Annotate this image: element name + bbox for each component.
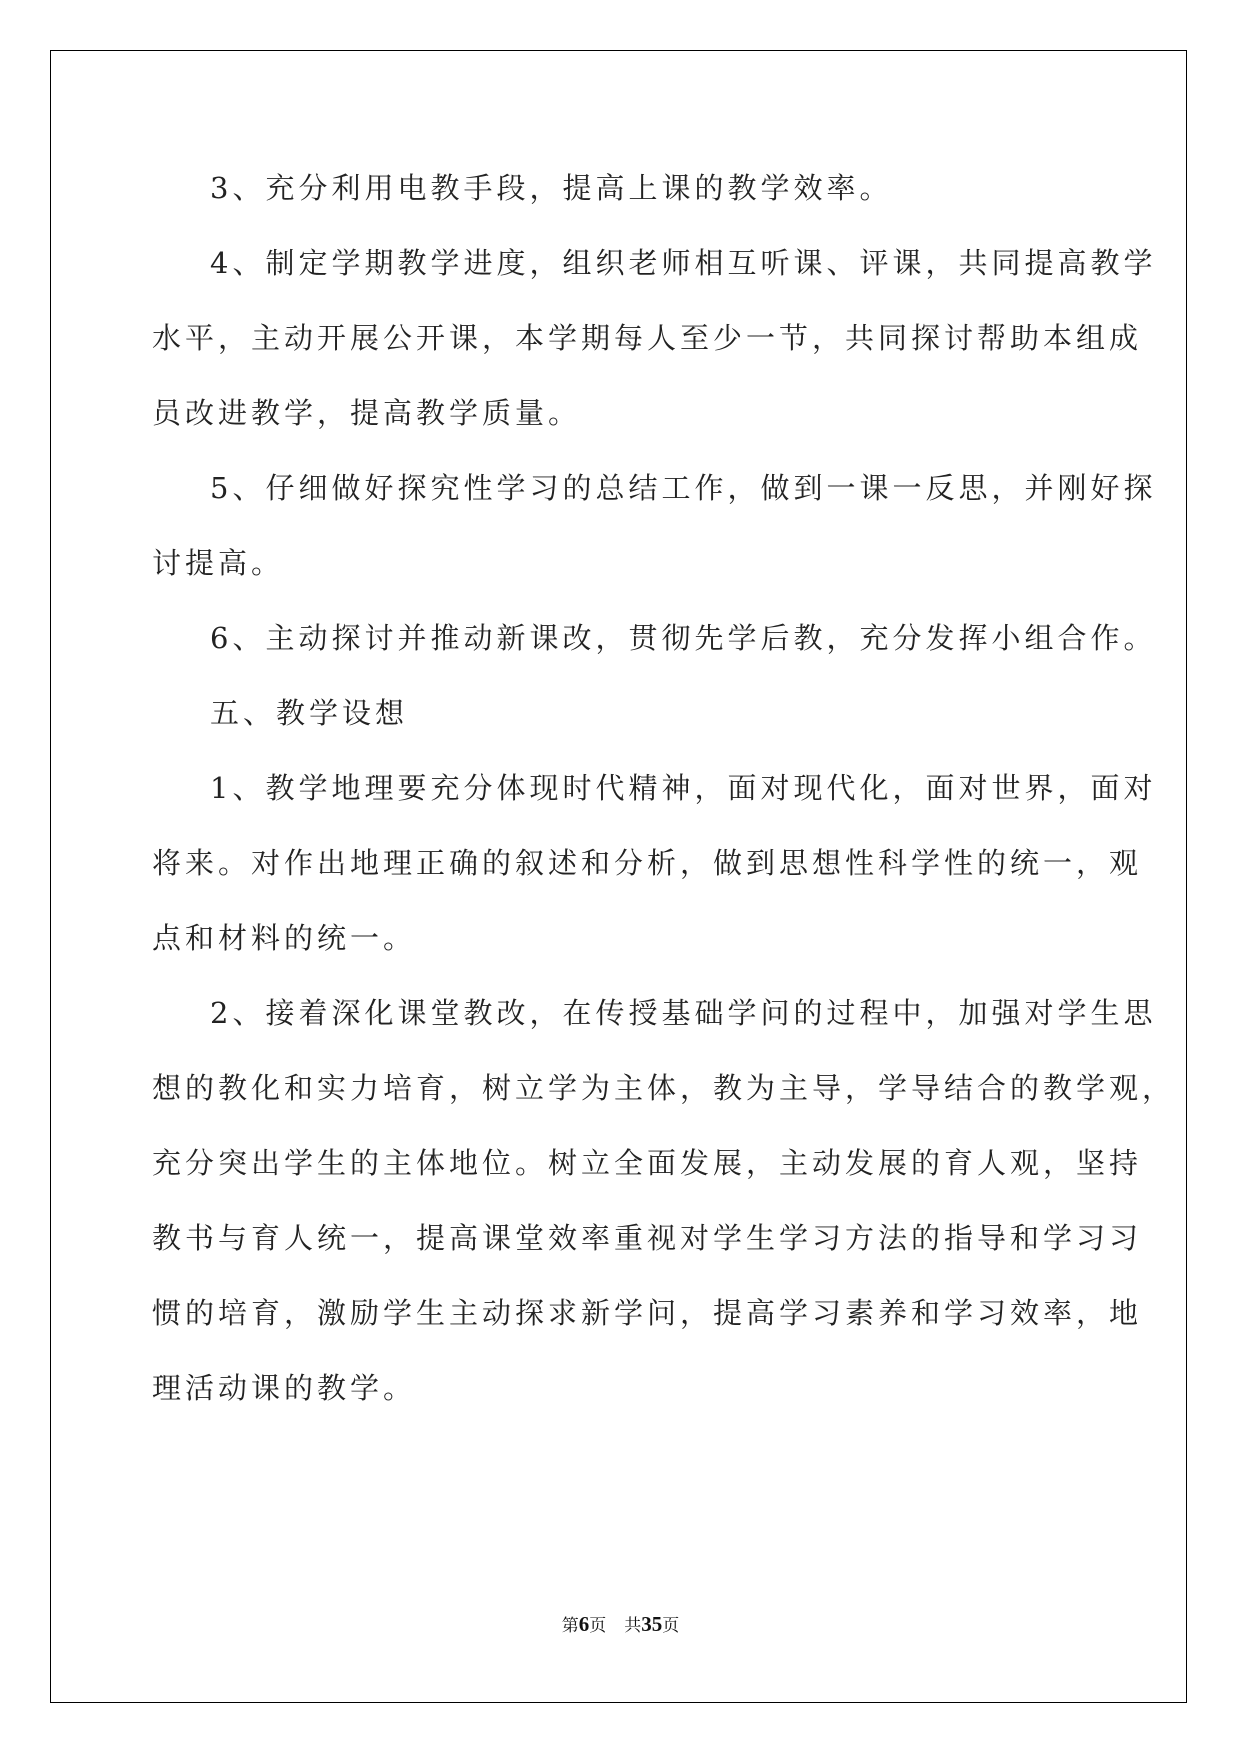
paragraph-line: 水平，主动开展公开课，本学期每人至少一节，共同探讨帮助本组成: [152, 321, 1143, 355]
current-page-number: 6: [578, 1612, 590, 1636]
total-label-prefix: 共: [624, 1616, 642, 1635]
paragraph-line: 3、充分利用电教手段，提高上课的教学效率。: [210, 171, 893, 205]
paragraph-line: 惯的培育，激励学生主动探求新学问，提高学习素养和学习效率，地: [152, 1296, 1143, 1330]
paragraph-line: 想的教化和实力培育，树立学为主体，教为主导，学导结合的教学观，: [152, 1071, 1176, 1105]
paragraph-line: 5、仔细做好探究性学习的总结工作，做到一课一反思，并刚好探: [210, 471, 1157, 505]
paragraph-line: 点和材料的统一。: [152, 921, 417, 955]
paragraph-line: 4、制定学期教学进度，组织老师相互听课、评课，共同提高教学: [210, 246, 1157, 280]
paragraph-line: 1、教学地理要充分体现时代精神，面对现代化，面对世界，面对: [210, 771, 1157, 805]
page-label-suffix: 页: [589, 1616, 607, 1635]
page-footer: [0, 1612, 1241, 1638]
total-label-suffix: 页: [662, 1616, 680, 1635]
page-label-prefix: 第: [561, 1616, 579, 1635]
paragraph-line: 讨提高。: [152, 546, 285, 580]
paragraph-line: 理活动课的教学。: [152, 1371, 417, 1405]
paragraph-line: 将来。对作出地理正确的叙述和分析，做到思想性科学性的统一，观: [152, 846, 1143, 880]
paragraph-line: 6、主动探讨并推动新课改，贯彻先学后教，充分发挥小组合作。: [210, 621, 1157, 655]
section-heading: 五、教学设想: [210, 696, 409, 730]
paragraph-line: 教书与育人统一，提高课堂效率重视对学生学习方法的指导和学习习: [152, 1221, 1143, 1255]
paragraph-line: 充分突出学生的主体地位。树立全面发展，主动发展的育人观，坚持: [152, 1146, 1143, 1180]
paragraph-line: 2、接着深化课堂教改，在传授基础学问的过程中，加强对学生思: [210, 996, 1157, 1030]
total-page-count: 35: [641, 1612, 663, 1636]
paragraph-line: 员改进教学，提高教学质量。: [152, 396, 582, 430]
